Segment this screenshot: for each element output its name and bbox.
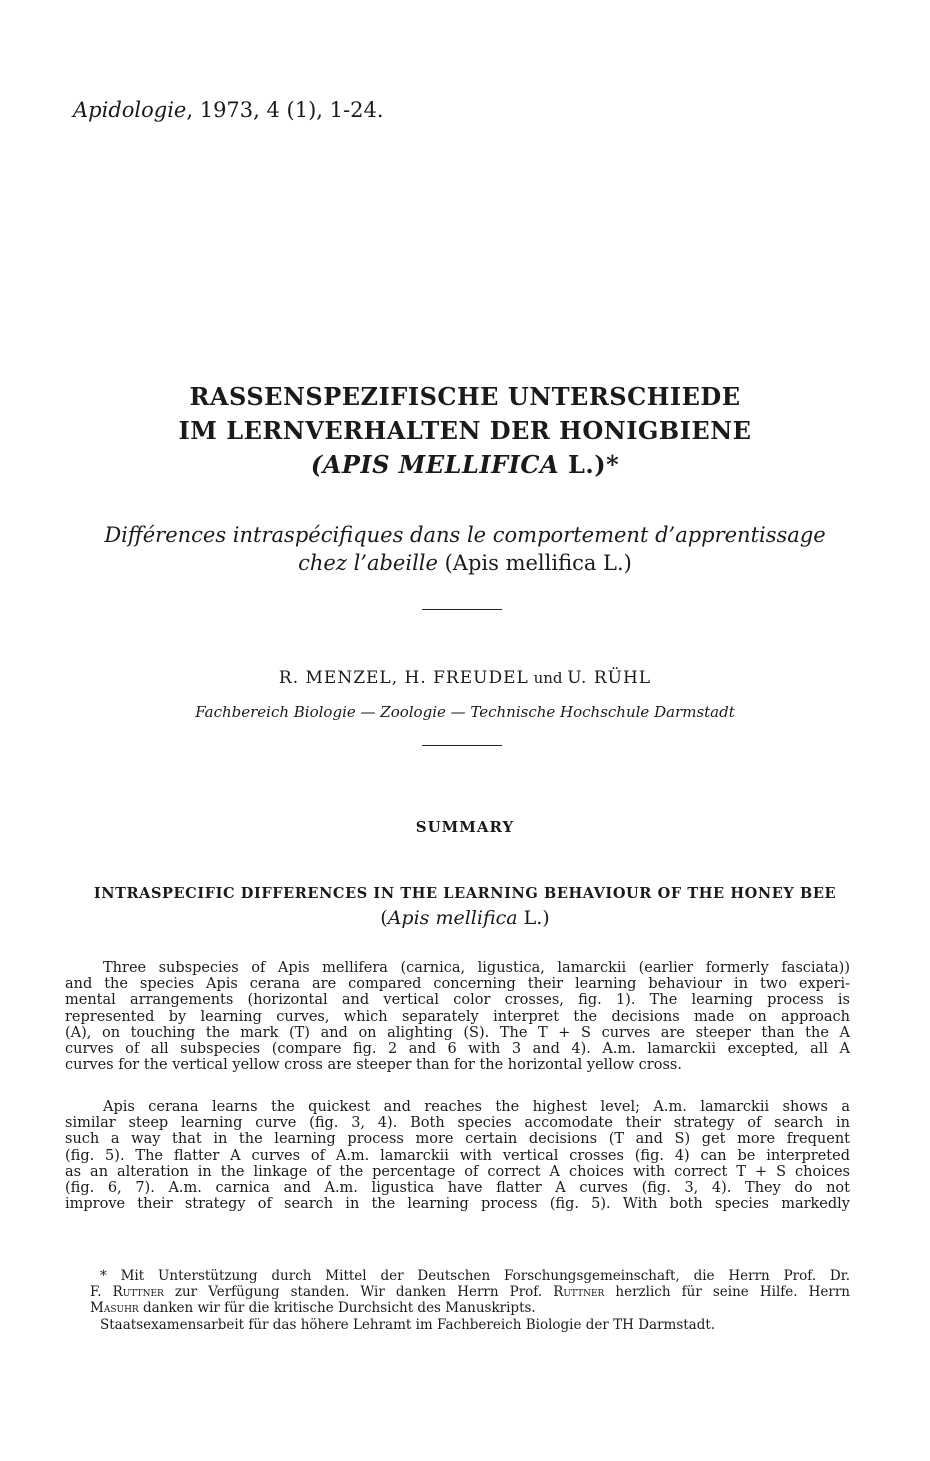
footnote-name: Ruttner xyxy=(112,1284,164,1301)
summary-paragraph-1 xyxy=(65,960,850,1073)
title-species: (APIS MELLIFICA xyxy=(310,450,560,479)
title-line-2: IM LERNVERHALTEN DER HONIGBIENE xyxy=(178,416,752,445)
para1-line: represented by learning curves, which separately interpret the decisions made on approach xyxy=(65,1008,850,1025)
footnote-name: Ruttner xyxy=(553,1284,605,1301)
title-species-suffix: L.)* xyxy=(559,450,620,479)
footnote-line-3 xyxy=(90,1300,850,1316)
section-subtitle-close: L.) xyxy=(517,907,550,929)
title-line-1: RASSENSPEZIFISCHE UNTERSCHIEDE xyxy=(189,382,741,411)
summary-heading: SUMMARY xyxy=(415,818,515,836)
summary-paragraph-2 xyxy=(65,1099,850,1212)
authors xyxy=(0,668,930,688)
para2-line: (fig. 6, 7). A.m. carnica and A.m. ligustica have flatter A curves (fig. 3, 4). They do not xyxy=(65,1180,850,1197)
para1-line: curves for the vertical yellow cross are steeper than for the horizontal yellow cross. xyxy=(65,1057,682,1074)
footnote-line-2 xyxy=(90,1284,850,1300)
para1-line: mental arrangements (horizontal and vertical color crosses, fig. 1). The learning process is xyxy=(65,992,850,1009)
footnote-line-4: Staatsexamensarbeit für das höhere Lehramt im Fachbereich Biologie der TH Darmstadt. xyxy=(100,1316,716,1333)
section-title: INTRASPECIFIC DIFFERENCES IN THE LEARNING BEHAVIOUR OF THE HONEY BEE xyxy=(93,885,837,902)
section-subtitle-open: ( xyxy=(380,907,388,929)
footnote-line-1: * Mit Unterstützung durch Mittel der Deutschen Forschungsgemeinschaft, die Herrn Prof. Dr. xyxy=(100,1268,850,1284)
authors-first: R. MENZEL, H. FREUDEL xyxy=(278,668,529,688)
subtitle-roman-part: (Apis mellifica L.) xyxy=(437,551,632,575)
affiliation: Fachbereich Biologie — Zoologie — Technische Hochschule Darmstadt xyxy=(195,703,735,721)
para2-line: similar steep learning curve (fig. 3, 4). Both species accomodate their strategy of search in xyxy=(65,1115,850,1132)
divider-1 xyxy=(422,609,502,610)
title-line-3 xyxy=(0,448,930,482)
authors-conjunction: und xyxy=(528,669,568,687)
journal-citation xyxy=(73,98,384,122)
para2-line: as an alteration in the linkage of the percentage of correct A choices with correct T + S choices xyxy=(65,1163,850,1180)
para1-line: and the species Apis cerana are compared concerning their learning behaviour in two experi- xyxy=(65,976,850,993)
article-title xyxy=(0,380,930,482)
footnote-name: Masuhr xyxy=(90,1300,139,1317)
journal-name: Apidologie xyxy=(73,98,187,122)
section-subtitle xyxy=(0,907,930,929)
subtitle-line-1: Différences intraspécifiques dans le comportement d’apprentissage xyxy=(104,523,826,547)
citation-details: , 1973, 4 (1), 1-24. xyxy=(186,98,384,122)
para2-line: improve their strategy of search in the learning process (fig. 5). With both species markedly xyxy=(65,1196,850,1213)
subtitle-line-2 xyxy=(0,549,930,577)
french-subtitle xyxy=(0,521,930,577)
section-subtitle-species: Apis mellifica xyxy=(387,907,518,929)
divider-2 xyxy=(422,745,502,746)
footnote-text: F. xyxy=(90,1284,113,1301)
subtitle-italic-part: chez l’abeille xyxy=(298,551,438,575)
footnote xyxy=(90,1268,850,1333)
para1-line: (A), on touching the mark (T) and on alighting (S). The T + S curves are steeper than the A xyxy=(65,1024,850,1041)
footnote-text: danken wir für die kritische Durchsicht des Manuskripts. xyxy=(138,1300,536,1317)
para1-line: curves of all subspecies (compare fig. 2 and 6 with 3 and 4). A.m. lamarckii excepted, all A xyxy=(65,1041,850,1058)
para1-line: Three subspecies of Apis mellifera (carnica, ligustica, lamarckii (earlier formerly fasciata)) xyxy=(103,960,850,976)
footnote-text: zur Verfügung standen. Wir danken Herrn Prof. xyxy=(163,1284,554,1301)
para2-line: (fig. 5). The flatter A curves of A.m. lamarckii with vertical crosses (fig. 4) can be interpreted xyxy=(65,1147,850,1164)
para2-line: such a way that in the learning process more certain decisions (T and S) get more frequent xyxy=(65,1131,850,1148)
footnote-text: herzlich für seine Hilfe. Herrn xyxy=(604,1284,850,1301)
authors-last: U. RÜHL xyxy=(567,668,652,688)
para2-line: Apis cerana learns the quickest and reaches the highest level; A.m. lamarckii shows a xyxy=(103,1099,850,1115)
